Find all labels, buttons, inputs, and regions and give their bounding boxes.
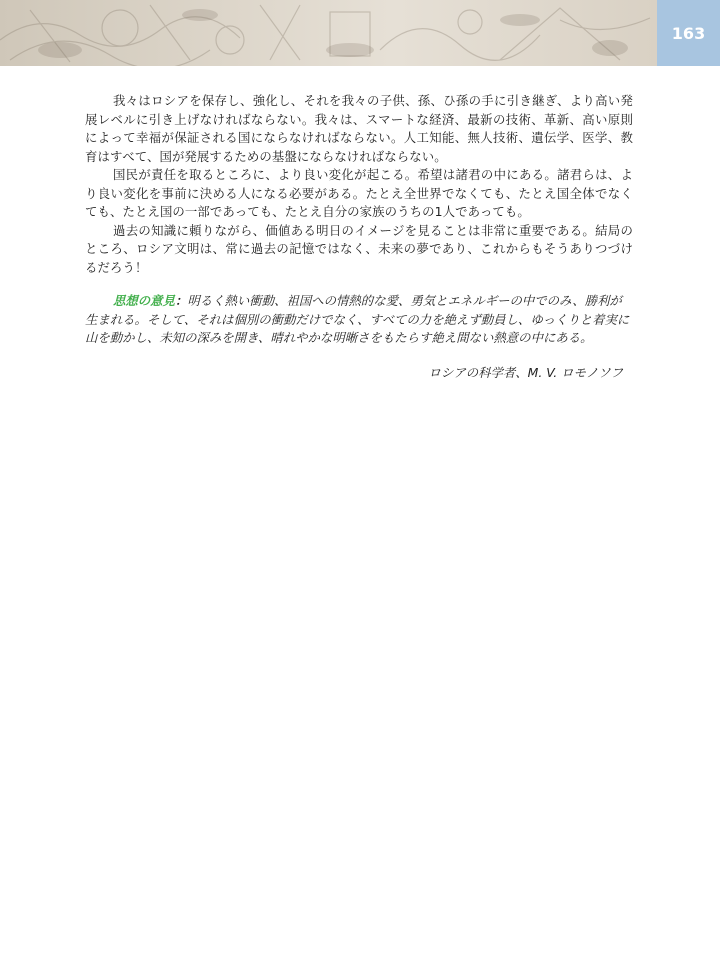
header-banner-illustration [0, 0, 657, 66]
quote-block [85, 292, 633, 348]
quote-attribution: ロシアの科学者、M. V. ロモノソフ [428, 364, 623, 380]
page-number-box [657, 0, 720, 66]
banner-artwork [0, 0, 657, 66]
quote-label: 思想の意見 [113, 293, 175, 308]
quote-colon: ： [174, 293, 188, 308]
quote-text: 明るく熱い衝動、祖国への情熱的な愛、勇気とエネルギーの中でのみ、勝利が生まれる。そして、それは個別の衝動だけでなく、すべての力を絶えず動員し、ゆっくりと着実に山を動かし、未知の深みを開き、晴れやかな明晰さをもたらす絶え間ない熱意の中にある。 [85, 293, 630, 345]
body-paragraph-3: 過去の知識に頼りながら、価値ある明日のイメージを見ることは非常に重要である。結局のところ、ロシア文明は、常に過去の記憶ではなく、未来の夢であり、これからもそうありつづけるだろう！ [85, 222, 633, 275]
body-paragraph-1: 我々はロシアを保存し、強化し、それを我々の子供、孫、ひ孫の手に引き継ぎ、より高い発展レベルに引き上げなければならない。我々は、スマートな経済、最新の技術、革新、高い原則によって幸福が保証される国にならなければならない。人工知能、無人技術、遺伝学、医学、教育はすべて、国が発展するための基盤にならなければならない。 [85, 93, 633, 164]
body-paragraph-2: 国民が責任を取るところに、より良い変化が起こる。希望は諸君の中にある。諸君らは、より良い変化を事前に決める人になる必要がある。たとえ全世界でなくても、たとえ国全体でなくても、たとえ国の一部であっても、たとえ自分の家族のうちの1人であっても。 [85, 167, 633, 219]
main-content [85, 92, 633, 382]
page-number: 163 [671, 23, 706, 43]
